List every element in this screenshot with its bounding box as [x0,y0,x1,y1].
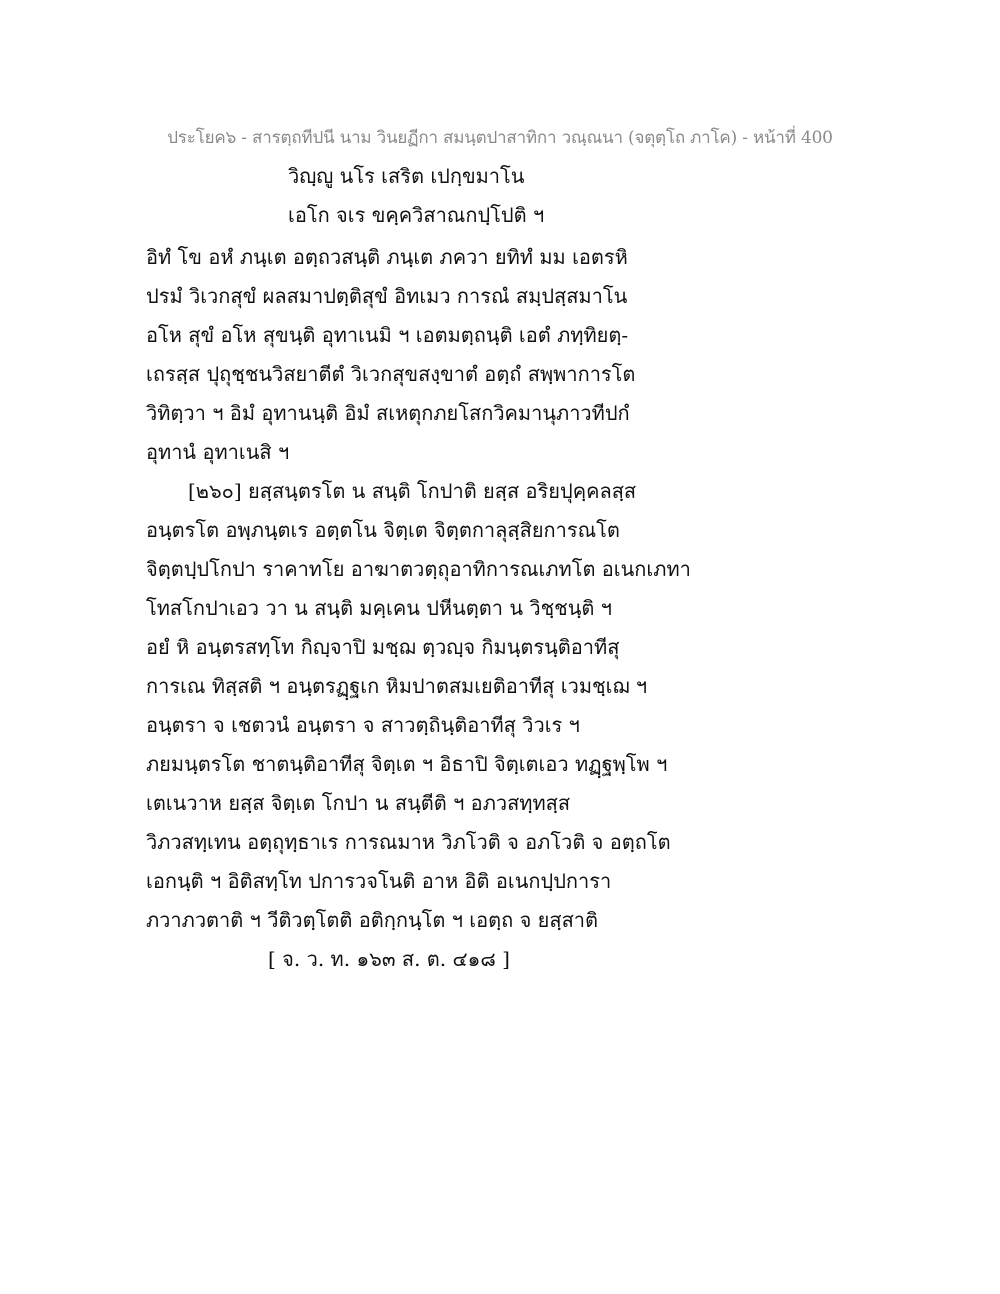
body-line: วิทิตฺวา ฯ อิมํ อุทานนฺติ อิมํ สเหตุกภยโสกวิคมานุภาวทีปกํ [146,401,630,425]
page-header: ประโยค๖ - สารตฺถทีปนี นาม วินยฏีกา สมนฺตปาสาทิกา วณฺณนา (จตุตฺโถ ภาโค) - หน้าที่ 400 [167,128,833,148]
body-line: ภวาภวตาติ ฯ วีติวตฺโตติ อติกฺกนฺโต ฯ เอตฺถ จ ยสฺสาติ [146,908,599,932]
body-line: เถรสฺส ปุถุชฺชนวิสยาตีตํ วิเวกสุขสงฺขาตํ อตฺถํ สพฺพาการโต [146,362,636,386]
body-line: โทสโกปาเอว วา น สนฺติ มคฺเคน ปหีนตฺตา น วิชฺชนฺติ ฯ [146,596,612,620]
body-line: อิทํ โข อหํ ภนฺเต อตฺถวสนฺติ ภนฺเต ภควา ยทิทํ มม เอตรหิ [146,245,628,269]
body-line: อโห สุขํ อโห สุขนฺติ อุทาเนมิ ฯ เอตมตฺถนฺติ เอตํ ภทฺทิยตฺ- [146,323,629,347]
body-line: เอกนฺติ ฯ อิติสทฺโท ปการวจโนติ อาห อิติ อเนกปฺปการา [146,869,612,893]
body-line: ภยมนฺตรโต ชาตนฺติอาทีสุ จิตฺเต ฯ อิธาปิ จิตฺเตเอว ทฏฺฐพฺโพ ฯ [146,752,668,776]
reference-note: [ จ. ว. ท. ๑๖๓ ส. ต. ๔๑๘ ] [268,947,510,971]
body-line: จิตฺตปฺปโกปา ราคาทโย อาฆาตวตฺถุอาทิการณเภทโต อเนกเภทา [146,557,691,581]
paragraph-start-line: [๒๖๐] ยสฺสนฺตรโต น สนฺติ โกปาติ ยสฺส อริยปุคฺคลสฺส [188,479,637,503]
verse-line: เอโก จเร ขคฺควิสาณกปฺโปติ ฯ [288,203,545,227]
body-line: ปรมํ วิเวกสุขํ ผลสมาปตฺติสุขํ อิทเมว การณํ สมฺปสฺสมาโน [146,284,628,308]
body-line: วิภวสทฺเทน อตฺถุทฺธาเร การณมาห วิภโวติ จ อภโวติ จ อตฺถโต [146,830,671,854]
body-line: การเณ ทิสฺสติ ฯ อนฺตรฏฺฐเก หิมปาตสมเยติอาทีสุ เวมชฺเฌ ฯ [146,674,648,698]
verse-line: วิญฺญู นโร เสริต เปกฺขมาโน [288,164,525,188]
body-line: อนฺตรา จ เชตวนํ อนฺตรา จ สาวตฺถินฺติอาทีสุ วิวเร ฯ [146,713,580,737]
body-line: เตเนวาห ยสฺส จิตฺเต โกปา น สนฺตีติ ฯ อภวสทฺทสฺส [146,791,571,815]
body-line: อุทานํ อุทาเนสิ ฯ [146,440,290,464]
body-line: อนฺตรโต อพฺภนฺตเร อตฺตโน จิตฺเต จิตฺตกาลุสฺสิยการณโต [146,518,620,542]
body-line: อยํ หิ อนฺตรสทฺโท กิญฺจาปิ มชฺฌ ตฺวญฺจ กิมนฺตรนฺติอาทีสุ [146,635,620,659]
body-text [146,238,691,979]
